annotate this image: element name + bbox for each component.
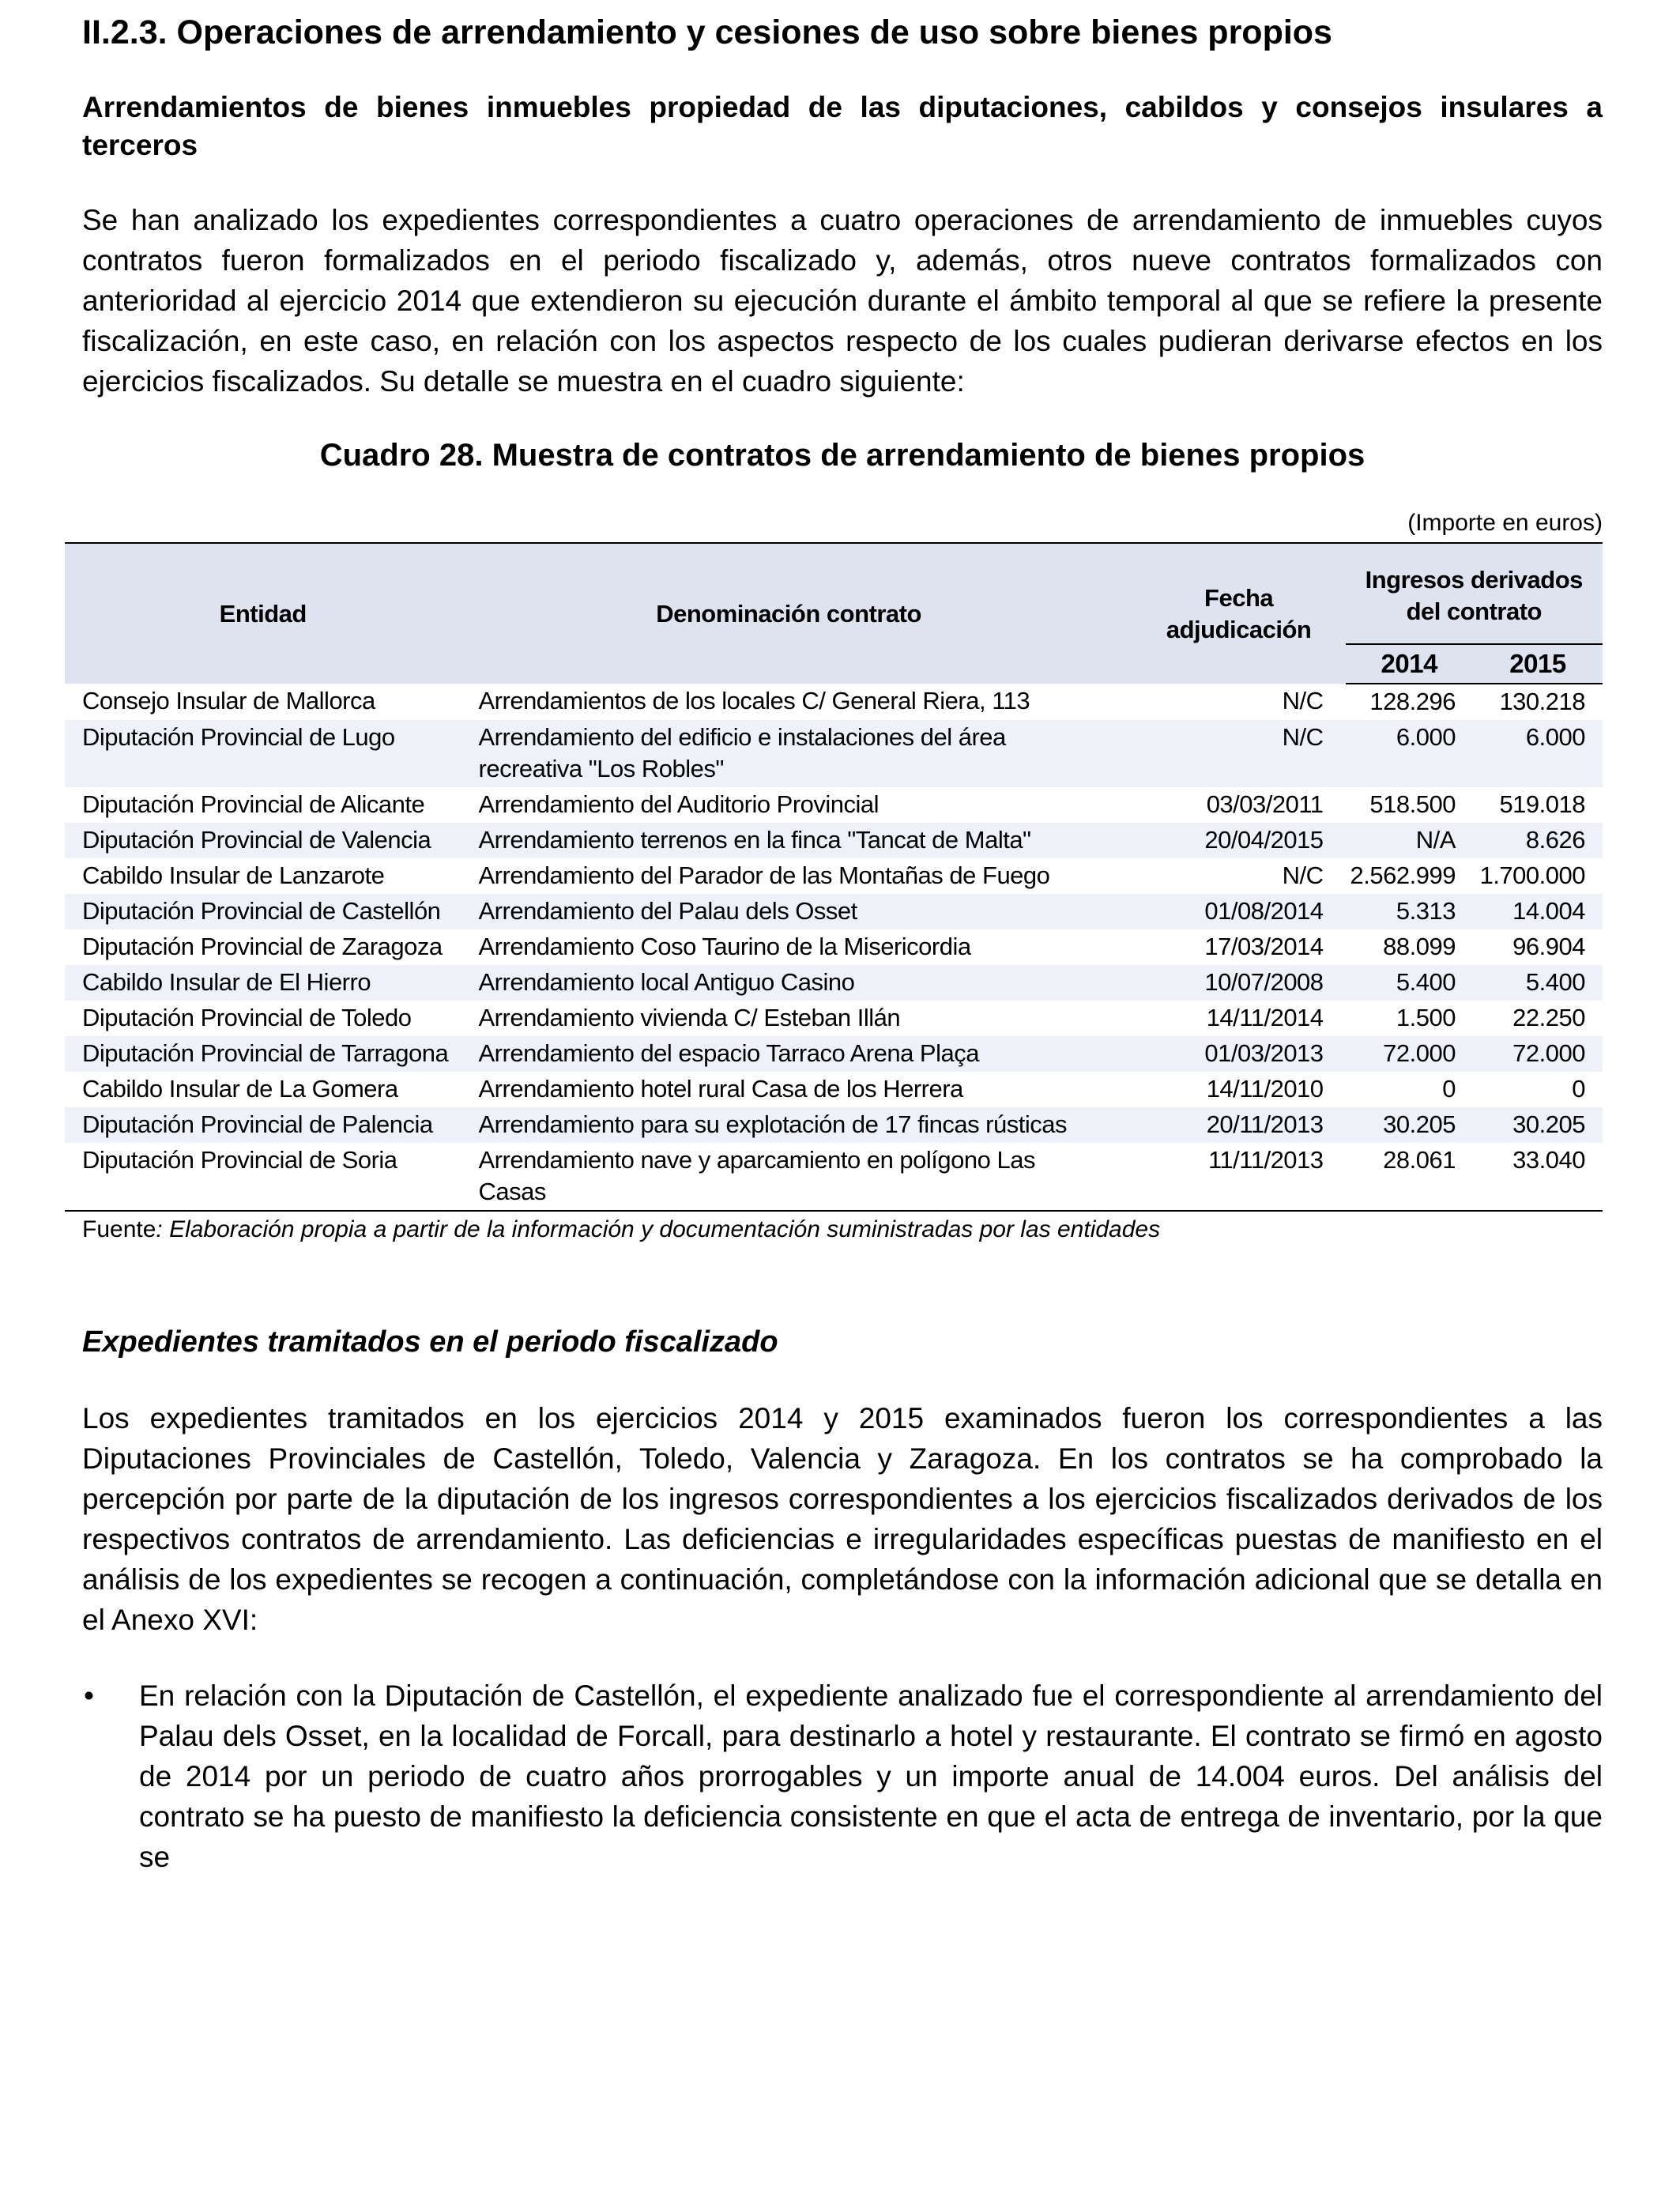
table-row: [65, 1036, 1603, 1072]
table-row: [65, 929, 1603, 965]
cell-fecha: 10/07/2008: [1117, 965, 1346, 1001]
cell-fecha: 03/03/2011: [1206, 790, 1324, 818]
cell-fecha: 20/04/2015: [1117, 823, 1346, 858]
cell-2015: 1.700.000: [1479, 861, 1585, 889]
cell-entidad: Consejo Insular de Mallorca: [82, 687, 375, 714]
header-ingresos: Ingresos derivados del contrato: [1346, 543, 1603, 644]
cell-fecha: 14/11/2010: [1206, 1075, 1324, 1103]
contracts-table: [65, 542, 1603, 1212]
section-subtitle: Arrendamientos de bienes inmuebles propiedad de las diputaciones, cabildos y consejos insulares a terceros: [82, 91, 1603, 161]
cell-fecha: 17/03/2014: [1204, 933, 1324, 960]
cell-entidad: Diputación Provincial de Zaragoza: [82, 933, 443, 960]
cell-2014: 5.313: [1346, 894, 1473, 929]
table-row: [65, 720, 1603, 787]
cell-2014: N/A: [1346, 823, 1473, 858]
expedientes-paragraph: Los expedientes tramitados en los ejercicios 2014 y 2015 examinados fueron los correspondientes a las Diputaciones Provinciales de Castellón, Toledo, Valencia y Zaragoza. En los contratos se ha comprobado la percepción por parte de la diputación de los ingresos correspondientes a los ejercicios fiscalizados derivados de los respectivos contratos de arrendamiento. Las deficiencias e irregularidades específicas puestas de manifiesto en el análisis de los expedientes se recogen a continuación, completándose con la información adicional que se detalla en el Anexo XVI:: [82, 1402, 1603, 1636]
table-row: [65, 684, 1603, 720]
cell-entidad: Cabildo Insular de Lanzarote: [82, 861, 385, 889]
cell-contrato: Arrendamiento del Parador de las Montañas de Fuego: [478, 861, 1050, 889]
list-item: [82, 1676, 1603, 1877]
table-body: [65, 684, 1603, 1211]
cell-2014: 30.205: [1346, 1107, 1473, 1143]
cell-2015: 519.018: [1499, 790, 1585, 818]
cell-2015: 6.000: [1473, 720, 1603, 787]
cell-contrato: Arrendamiento para su explotación de 17 fincas rústicas: [461, 1107, 1117, 1143]
cell-contrato: Arrendamiento terrenos en la finca "Tancat de Malta": [461, 823, 1117, 858]
table-row: [65, 787, 1603, 823]
cell-2015: 30.205: [1473, 1107, 1603, 1143]
cell-contrato: Arrendamiento local Antiguo Casino: [461, 965, 1117, 1001]
cell-contrato: Arrendamiento vivienda C/ Esteban Illán: [478, 1004, 901, 1031]
cell-fecha: N/C: [1282, 861, 1324, 889]
cell-2014: 5.400: [1346, 965, 1473, 1001]
table-row: [65, 858, 1603, 894]
cell-entidad: Diputación Provincial de Palencia: [65, 1107, 461, 1143]
table-caption: Cuadro 28. Muestra de contratos de arrendamiento de bienes propios: [319, 438, 1365, 473]
cell-2015: 33.040: [1512, 1146, 1585, 1174]
bullet-text: En relación con la Diputación de Castellón, el expediente analizado fue el correspondiente al arrendamiento del Palau dels Osset, en la localidad de Forcall, para destinarlo a hotel y restaurante. El contrato se firmó en agosto de 2014 por un periodo de cuatro años prorrogables y un importe anual de 14.004 euros. Del análisis del contrato se ha puesto de manifiesto la deficiencia consistente en que el acta de entrega de inventario, por la que se: [139, 1679, 1603, 1873]
cell-entidad: Diputación Provincial de Soria: [82, 1146, 397, 1174]
cell-contrato: Arrendamiento hotel rural Casa de los Herrera: [478, 1075, 963, 1103]
cell-fecha: 20/11/2013: [1117, 1107, 1346, 1143]
cell-contrato: Arrendamientos de los locales C/ General Riera, 113: [478, 687, 1030, 714]
table-row: [65, 965, 1603, 1001]
cell-entidad: Diputación Provincial de Valencia: [65, 823, 461, 858]
cell-2014: 72.000: [1346, 1036, 1473, 1072]
cell-entidad: Diputación Provincial de Tarragona: [65, 1036, 461, 1072]
header-2015: 2015: [1473, 644, 1603, 684]
cell-2014: 128.296: [1369, 688, 1456, 715]
cell-2014: 6.000: [1346, 720, 1473, 787]
cell-2015: 8.626: [1473, 823, 1603, 858]
cell-entidad: Cabildo Insular de La Gomera: [82, 1075, 398, 1103]
cell-entidad: Diputación Provincial de Castellón: [65, 894, 461, 929]
cell-contrato: Arrendamiento nave y aparcamiento en polígono Las Casas: [478, 1146, 1035, 1205]
cell-2014: 2.562.999: [1350, 861, 1456, 889]
expedientes-title: Expedientes tramitados en el periodo fiscalizado: [82, 1325, 778, 1359]
cell-2014: 518.500: [1369, 790, 1456, 818]
header-entidad: Entidad: [65, 543, 461, 684]
table-row: [65, 1001, 1603, 1036]
cell-contrato: Arrendamiento del Auditorio Provincial: [478, 790, 880, 818]
table-row: [65, 1072, 1603, 1107]
cell-2015: 96.904: [1512, 933, 1585, 960]
source-text: : Elaboración propia a partir de la información y documentación suministradas por las entidades: [156, 1216, 1161, 1242]
cell-2015: 5.400: [1473, 965, 1603, 1001]
cell-entidad: Diputación Provincial de Lugo: [65, 720, 461, 787]
source-label: Fuente: [82, 1216, 156, 1242]
intro-paragraph: Se han analizado los expedientes correspondientes a cuatro operaciones de arrendamiento de inmuebles cuyos contratos fueron formalizados en el periodo fiscalizado y, además, otros nueve contratos formalizados con anterioridad al ejercicio 2014 que extendieron su ejecución durante el ámbito temporal al que se refiere la presente fiscalización, en este caso, en relación con los aspectos respecto de los cuales pudieran derivarse efectos en los ejercicios fiscalizados. Su detalle se muestra en el cuadro siguiente:: [82, 204, 1603, 398]
cell-contrato: Arrendamiento del Palau dels Osset: [461, 894, 1117, 929]
table-row: [65, 823, 1603, 858]
header-fecha: Fecha adjudicación: [1117, 543, 1346, 684]
cell-2014: 0: [1442, 1075, 1456, 1103]
cell-fecha: 14/11/2014: [1206, 1004, 1324, 1031]
cell-2015: 22.250: [1512, 1004, 1585, 1031]
table-source: [82, 1213, 1603, 1246]
cell-fecha: 11/11/2013: [1207, 1146, 1324, 1174]
cell-2014: 28.061: [1383, 1146, 1456, 1174]
table-row: [65, 1107, 1603, 1143]
cell-entidad: Cabildo Insular de El Hierro: [65, 965, 461, 1001]
bullet-icon: •: [84, 1679, 94, 1712]
cell-2015: 0: [1572, 1075, 1585, 1103]
cell-contrato: Arrendamiento Coso Taurino de la Misericordia: [478, 933, 971, 960]
bullet-list: [82, 1676, 1603, 1877]
cell-entidad: Diputación Provincial de Toledo: [82, 1004, 412, 1031]
header-2014: 2014: [1346, 644, 1473, 684]
cell-entidad: Diputación Provincial de Alicante: [82, 790, 425, 818]
cell-2015: 72.000: [1473, 1036, 1603, 1072]
header-denominacion: Denominación contrato: [461, 543, 1117, 684]
cell-fecha: 01/03/2013: [1117, 1036, 1346, 1072]
table-units: (Importe en euros): [1407, 510, 1603, 536]
section-title: II.2.3. Operaciones de arrendamiento y cesiones de uso sobre bienes propios: [82, 13, 1332, 51]
cell-fecha: N/C: [1117, 720, 1346, 787]
cell-contrato: Arrendamiento del edificio e instalaciones del área recreativa "Los Robles": [461, 720, 1117, 787]
cell-2014: 88.099: [1383, 933, 1456, 960]
cell-contrato: Arrendamiento del espacio Tarraco Arena Plaça: [461, 1036, 1117, 1072]
cell-2015: 130.218: [1499, 688, 1585, 715]
document-page: [82, 9, 1603, 1877]
table-row: [65, 1143, 1603, 1211]
cell-fecha: 01/08/2014: [1117, 894, 1346, 929]
cell-2014: 1.500: [1396, 1004, 1456, 1031]
cell-fecha: N/C: [1282, 687, 1324, 714]
table-row: [65, 894, 1603, 929]
cell-2015: 14.004: [1473, 894, 1603, 929]
